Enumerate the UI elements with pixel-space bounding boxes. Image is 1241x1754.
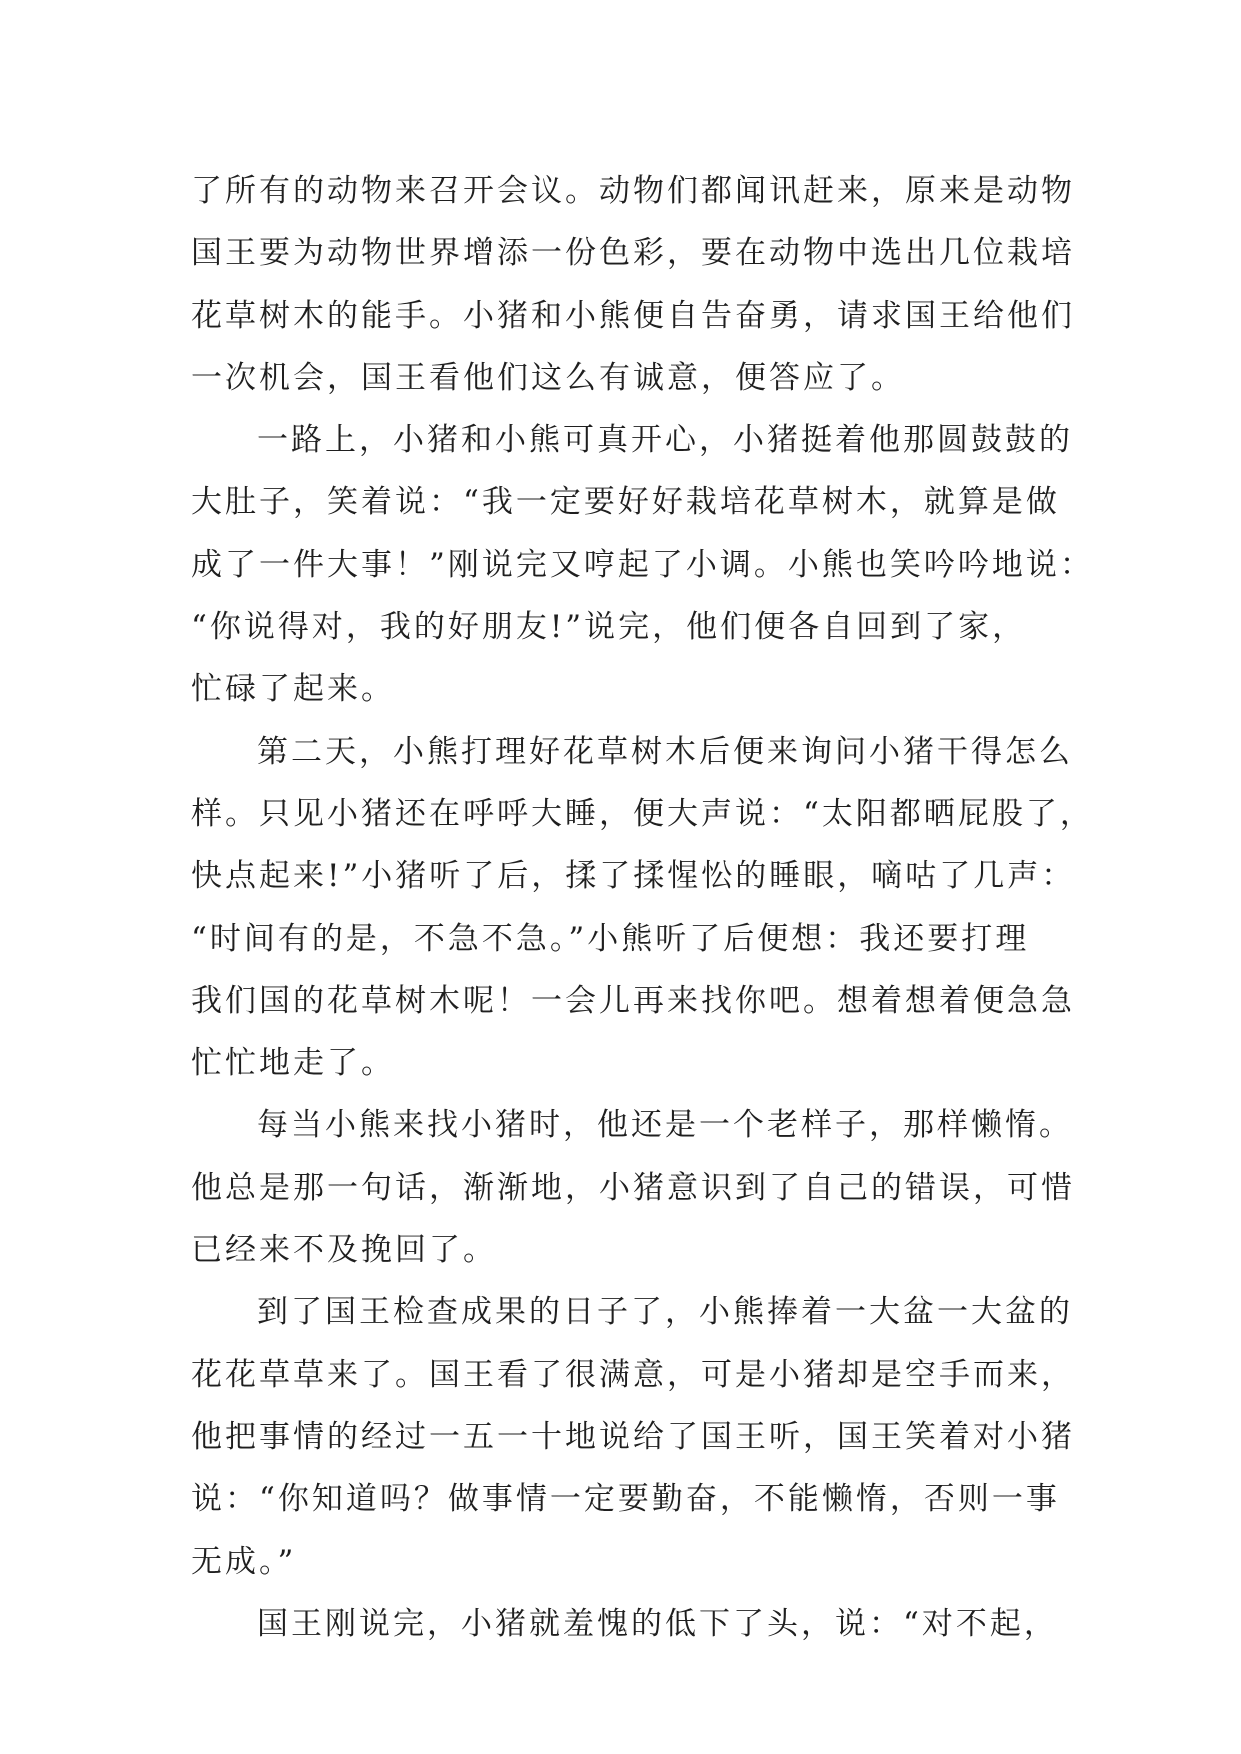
- paragraph-first-line: 到了国王检查成果的日子了，小熊捧着一大盆一大盆的: [257, 1294, 1073, 1331]
- text-line: 快点起来!”小猪听了后，揉了揉惺忪的睡眼，嘀咕了几声：: [191, 858, 1076, 895]
- story-text: [191, 160, 1094, 1655]
- text-line: 他总是那一句话，渐渐地，小猪意识到了自己的错误，可惜: [191, 1169, 1075, 1206]
- text-line: 说：“你知道吗？做事情一定要勤奋，不能懒惰，否则一事: [191, 1481, 1060, 1518]
- text-line: 样。只见小猪还在呼呼大睡，便大声说：“太阳都晒屁股了，: [191, 795, 1094, 832]
- paragraph-first-line: 每当小熊来找小猪时，他还是一个老样子，那样懒惰。: [257, 1107, 1073, 1144]
- text-line: 一次机会，国王看他们这么有诚意，便答应了。: [191, 359, 905, 396]
- text-line: 已经来不及挽回了。: [191, 1232, 497, 1269]
- text-line: 大肚子，笑着说：“我一定要好好栽培花草树木，就算是做: [191, 484, 1060, 521]
- text-line: “时间有的是，不急不急。”小熊听了后便想：我还要打理: [191, 920, 1030, 957]
- text-line: “你说得对，我的好朋友!”说完，他们便各自回到了家，: [191, 609, 1027, 646]
- text-line: 忙忙地走了。: [191, 1045, 395, 1082]
- paragraph-first-line: 国王刚说完，小猪就羞愧的低下了头，说：“对不起，: [257, 1605, 1058, 1642]
- paragraph-first-line: 一路上，小猪和小熊可真开心，小猪挺着他那圆鼓鼓的: [257, 422, 1073, 459]
- text-line: 忙碌了起来。: [191, 671, 395, 708]
- text-line: 成了一件大事！”刚说完又哼起了小调。小熊也笑吟吟地说：: [191, 546, 1094, 583]
- text-line: 他把事情的经过一五一十地说给了国王听，国王笑着对小猪: [191, 1418, 1075, 1455]
- paragraph-first-line: 第二天，小熊打理好花草树木后便来询问小猪干得怎么: [257, 733, 1073, 770]
- text-line: 花花草草来了。国王看了很满意，可是小猪却是空手而来，: [191, 1356, 1075, 1393]
- text-line: 了所有的动物来召开会议。动物们都闻讯赶来，原来是动物: [191, 173, 1075, 209]
- text-line: 无成。”: [191, 1543, 297, 1580]
- text-line: 我们国的花草树木呢！一会儿再来找你吧。想着想着便急急: [191, 982, 1075, 1019]
- text-line: 国王要为动物世界增添一份色彩，要在动物中选出几位栽培: [191, 235, 1075, 272]
- text-line: 花草树木的能手。小猪和小熊便自告奋勇，请求国王给他们: [191, 297, 1075, 334]
